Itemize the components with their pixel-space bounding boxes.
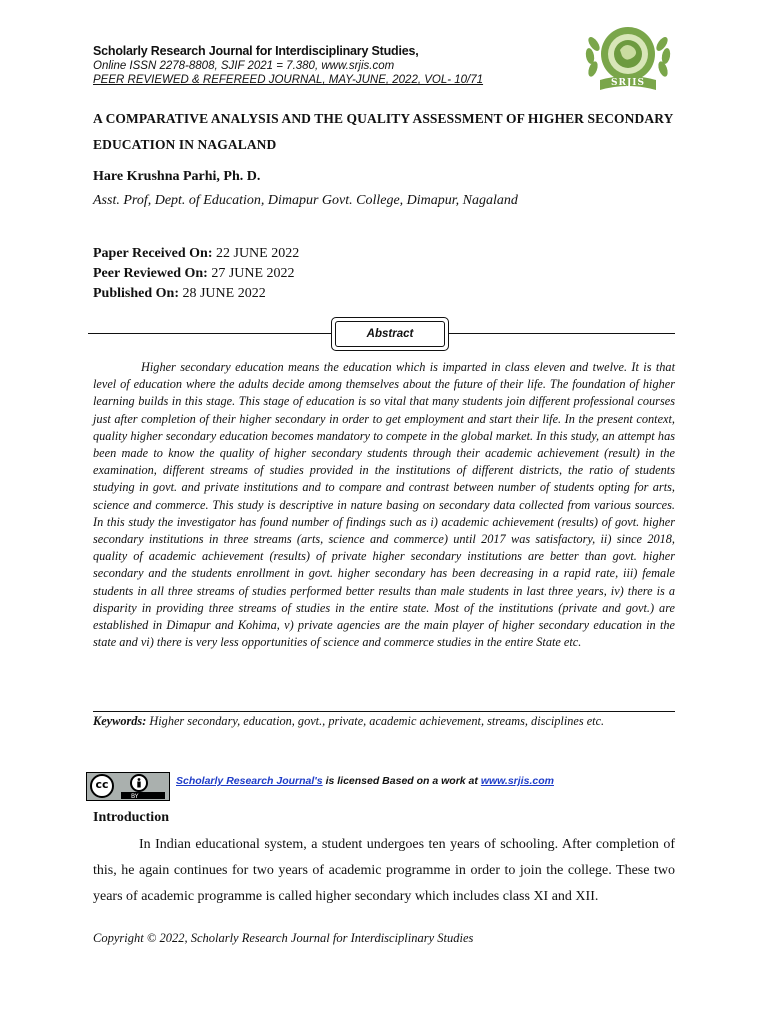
reviewed-label: Peer Reviewed On: bbox=[93, 266, 208, 281]
cc-icon: cc bbox=[95, 778, 109, 791]
reviewed-date bbox=[93, 264, 299, 284]
paper-title: A COMPARATIVE ANALYSIS AND THE QUALITY ASSESSMENT OF HIGHER SECONDARY EDUCATION IN NAGALAND bbox=[93, 111, 673, 152]
keywords-label: Keywords: bbox=[93, 714, 147, 728]
journal-issn-line: Online ISSN 2278-8808, SJIF 2021 = 7.380, www.srjis.com bbox=[93, 60, 395, 72]
introduction-body bbox=[93, 832, 675, 910]
journal-peer-review-line: PEER REVIEWED & REFEREED JOURNAL, MAY-JUNE, 2022, VOL- 10/71 bbox=[93, 74, 484, 86]
introduction-heading: Introduction bbox=[93, 810, 169, 825]
keywords-divider bbox=[93, 711, 675, 712]
by-icon: BY bbox=[131, 793, 139, 800]
published-value: 28 JUNE 2022 bbox=[182, 286, 266, 301]
author-affiliation: Asst. Prof, Dept. of Education, Dimapur Govt. College, Dimapur, Nagaland bbox=[93, 193, 518, 208]
journal-header bbox=[93, 44, 593, 87]
abstract-body bbox=[93, 359, 675, 651]
journal-name: Scholarly Research Journal for Interdisciplinary Studies, bbox=[93, 44, 419, 58]
introduction-paragraph: In Indian educational system, a student undergoes ten years of schooling. After completion of this, he again continues for two years of academic programme in order to join the college. These two years of academic programme is called higher secondary which includes class XI and XII. bbox=[93, 837, 675, 904]
received-date bbox=[93, 244, 299, 264]
abstract-divider-left bbox=[88, 333, 332, 334]
published-date bbox=[93, 284, 299, 304]
received-label: Paper Received On: bbox=[93, 246, 213, 261]
cc-by-badge[interactable] bbox=[86, 772, 170, 801]
journal-logo bbox=[582, 24, 674, 94]
keywords-text: Higher secondary, education, govt., private, academic achievement, streams, disciplines etc. bbox=[146, 714, 605, 728]
keywords bbox=[93, 713, 675, 730]
copyright-footer: Copyright © 2022, Scholarly Research Journal for Interdisciplinary Studies bbox=[93, 931, 474, 945]
abstract-paragraph: Higher secondary education means the education which is imparted in class eleven and twelve. It is that level of education where the adults decide among themselves about the future of their life. The foundation of higher learning builds in this stage. This stage of education is so vital that many students join different professional courses just after completion of their higher secondary in order to get employment and start their life. In the present context, quality higher secondary education becomes mandatory to compete in the global market. In this study, an attempt has been made to know the quality of higher secondary students through their academic achievement (result) in the examination, different streams of studies provided in the institutions of different districts, the ratio of students studying in govt. and private institutions and to compare and contrast between number of students opting for arts, science and commerce. This study is descriptive in nature basing on secondary data collected from various sources. In this study the investigator has found number of findings such as i) academic achievement (results) of govt. higher secondary institutions in three streams (arts, science and commerce) until 2017 was satisfactory, ii) since 2018, quality of academic achievement (results) of private higher secondary institutions are better than govt. higher secondary and the students enrollment in govt. higher secondary has been decreasing in a rapid rate, iii) female students in all three streams of studies performed better results than male students in last three years, iv) there is a disparity in providing three streams of studies in the entire state. Most of the institutions (private and govt.) are established in Dimapur and Kohima, v) private agencies are the main player of higher secondary education in the state and vi) there is very less opportunities of science and commerce studies in the entire State etc. bbox=[93, 360, 675, 650]
logo-text: SRJIS bbox=[611, 78, 645, 88]
author-name: Hare Krushna Parhi, Ph. D. bbox=[93, 169, 261, 184]
license-statement bbox=[176, 774, 554, 788]
published-label: Published On: bbox=[93, 286, 179, 301]
journal-license-link[interactable]: Scholarly Research Journal's bbox=[176, 775, 323, 787]
abstract-heading-box bbox=[331, 317, 449, 351]
srjis-site-link[interactable]: www.srjis.com bbox=[480, 775, 554, 787]
paper-dates bbox=[93, 244, 299, 304]
received-value: 22 JUNE 2022 bbox=[216, 246, 300, 261]
reviewed-value: 27 JUNE 2022 bbox=[211, 266, 295, 281]
abstract-heading: Abstract bbox=[335, 321, 445, 347]
license-middle-text: is licensed Based on a work at bbox=[322, 775, 481, 787]
abstract-divider-right bbox=[449, 333, 675, 334]
